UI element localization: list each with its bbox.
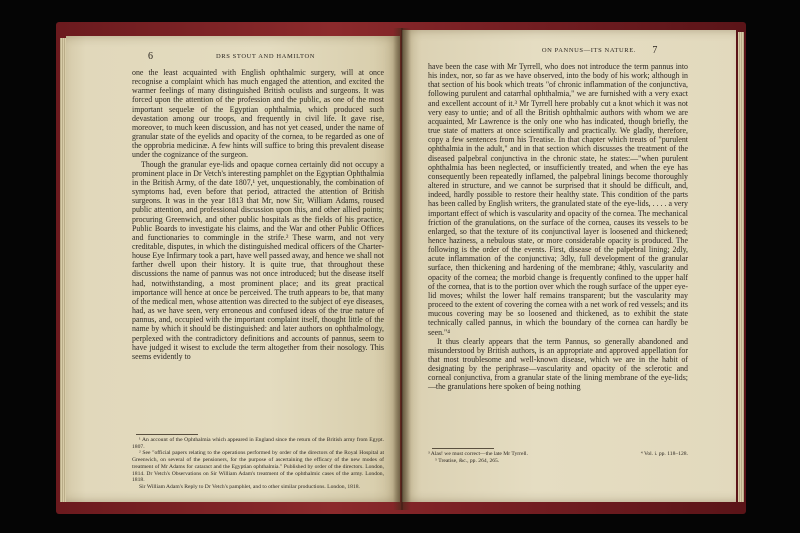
spine-gutter: [393, 28, 411, 510]
right-page-edges: [738, 32, 744, 502]
footnote: ³ Alas! we must correct—the late Mr Tyrrell.: [428, 451, 528, 457]
paragraph: have been the case with Mr Tyrrell, who does not introduce the term pannus into his index, nor, so far as we have observed, into the body of his work; although in that section of his book which treats "of chronic inflammation of the conjunctiva, following purulent and catarrhal ophthalmia," we are furnished with a very exact and excellent account of it.³ Mr Tyrrell here probably cut a knot which it was not very easy to untie; and of all the British ophthalmic authors with whom we are acquainted, Mr Lawrence is the only one who has indicated, though briefly, the true state of matters at once scientifically and practically. We gladly, therefore, copy a few sentences from his Treatise. In that chapter which treats of "purulent ophthalmia in the adult," and in that section which discusses the treatment of the diseased palpebral conjunctiva in the chronic state, he states:—"when purulent ophthalmia has been neglected, or insufficiently treated, and when the eye has consequently been repeatedly inflamed, the palpebral linings become thoroughly altered in structure, and we cannot be surprised that it should be difficult, and, indeed, hardly possible to restore their healthy state. This condition of the parts has been called by English writers, the granulated state of the eye-lids, . . . . a very important effect of which is vascularity and opacity of the cornea. The mechanical friction of the granulations, on the surface of the cornea, causes its vessels to be enlarged, so that the texture of its conjunctival layer is loosened and thickened; hence haziness, a nebulous state, or more considerable opacity is produced. The following is the order of the events. First, disease of the palpebral lining; 2dly, acute inflammation of the conjunctiva; 3dly, full development of the granular surface, then thickening and hardening of the membrane; 4thly, vascularity and opacity of the cornea; the morbid change is frequently confined to the upper half of the cornea, that is to the portion over which the rough surface of the upper eye-lid moves; whilst the lower half remains transparent; but the vascularity may proceed to the extent of covering the cornea with a net work of red vessels; and its mucous covering may be so loosened and thickened, as to exhibit the state technically called pannus, in which the boundary of the cornea can hardly be seen."⁴: [428, 62, 688, 337]
footnote: ⁵ Treatise, &c., pp. 264, 265.: [435, 457, 500, 464]
footnote: ⁴ Vol. i. pp. 118–128.: [640, 451, 688, 457]
left-page-number: 6: [148, 51, 154, 62]
paragraph: Though the granular eye-lids and opaque cornea certainly did not occupy a prominent place in Dr Vetch's interesting pamphlet on the Egyptian Ophthalmia in the British Army, of the date 1807,¹ yet, unquestionably, the combination of symptoms had, even before that period, attracted the attention of British surgeons. It was in the year 1813 that Mr, now Sir, William Adams, roused public attention, and professional discussion upon this, and other allied points; procuring Greenwich, and other public hospitals as the fields of his practice, Public Boards to investigate his claims, and the War and other Public Offices and functionaries to commingle in the strife.² These warm, and not very creditable, disputes, in which the distinguished medical officers of the Charter-house Eye Infirmary took a part, have well passed away, and hence we shall not farther dwell upon their history. It is quite true, that throughout these discussions the name of pannus was not once introduced; but the disease itself had, notwithstanding, a most prominent place; and its great practical importance will hence at once be perceived. The truth appears to be, that many of the medical men, whose attention was directed to the subject of eye diseases, had, as we have seen, very erroneous and confused ideas of the true nature of pannus, and, occupied with the important complaint itself, thought little of the name by which it should be distinguished: and later authors on ophthalmology, perplexed with the contradictory definitions and accounts of pannus, seem to have judged it wisest to exclude the term altogether from their nosology. This seems evidently to: [132, 159, 384, 361]
left-running-title: DRS STOUT AND HAMILTON: [216, 53, 316, 60]
right-body-text: [428, 62, 688, 392]
footnote-rule: [136, 434, 198, 435]
footnote: ² See "official papers relating to the operations performed by order of the directors of the Royal Hospital at Greenwich, on several of the pensioners, for the purpose of ascertaining the efficacy of the new modes of treatment of Mr Adams for cataract and the Egyptian ophthalmia." Published by order of the directors. London, 1814. Dr Vetch's Observations on Sir William Adam's treatment of the ophthalmic cases of the army. London, 1818.: [132, 450, 384, 484]
paragraph: one the least acquainted with English ophthalmic surgery, will at once recognise a complaint which has much engaged the attention, and excited the warmer feelings of many distinguished British oculists and surgeons. It was forced upon the attention of the profession and the public, as one of the most important sequelæ of the Egyptian ophthalmia, which produced such devastation among our troops, and frequently in civil life. It gave rise, moreover, to much keen discussion, and has not yet ceased, under the name of granular state of the eyelids and opacity of the cornea, to be regarded as one of the opprobria medicinæ. A few hints will suffice to bring this prevalent disease under the cognizance of the surgeon.: [132, 68, 384, 160]
footnote: ¹ An account of the Ophthalmia which appeared in England since the return of the British army from Egypt. 1807.: [132, 437, 384, 450]
left-body-text: [132, 68, 384, 361]
footnote: Sir William Adam's Reply to Dr Vetch's pamphlet, and to other similar productions. London, 1818.: [139, 483, 360, 490]
right-page: [402, 30, 736, 502]
left-running-head: [66, 53, 400, 65]
right-page-number: 7: [652, 45, 658, 56]
right-running-title: ON PANNUS—ITS NATURE.: [541, 47, 636, 54]
paragraph: It thus clearly appears that the term Pannus, so generally abandoned and misunderstood by British authors, is an appropriate and approved appellation for that most troublesome and well-known disease, which we are in the habit of designating by the periphrase—vascularity and opacity of the sclerotic and corneal conjunctiva, from a granular state of the lining membrane of the eye-lids;—the granulations here spoken of being nothing: [428, 336, 688, 392]
left-footnotes: [132, 437, 384, 491]
right-footnotes: [428, 451, 688, 464]
footnote-rule: [432, 448, 494, 449]
footnote-row: [428, 451, 688, 458]
right-running-head: [402, 47, 736, 59]
left-page: [66, 36, 400, 502]
